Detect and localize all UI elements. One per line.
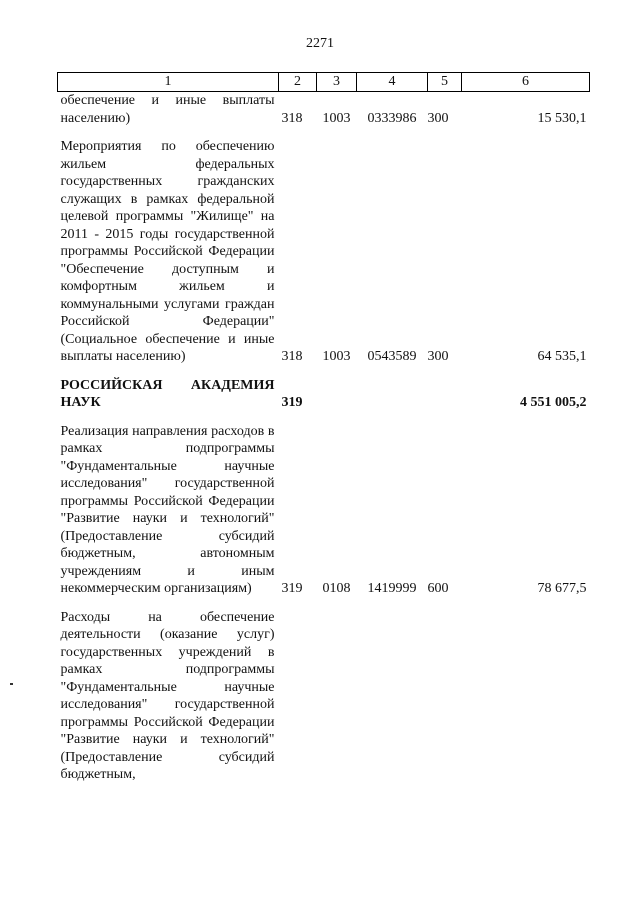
row-amount: 15 530,1 (537, 110, 587, 126)
row-section: 1003 (322, 110, 351, 126)
row-section (317, 609, 357, 784)
row-description: обеспечение и иные выплаты населению) (60, 93, 275, 126)
header-col-4: 4 (357, 73, 428, 92)
page-number: 2271 (306, 36, 334, 51)
row-section: 0108 (322, 581, 351, 596)
row-amount: 78 677,5 (537, 581, 587, 596)
table-row (58, 609, 590, 784)
row-expense-type (428, 609, 462, 784)
row-ministry: 318 (281, 110, 303, 126)
row-expense-type: 300 (427, 110, 449, 126)
row-amount: 64 535,1 (537, 349, 587, 364)
table-row-department (58, 377, 590, 412)
row-amount: 4 551 005,2 (520, 395, 587, 410)
header-col-2: 2 (279, 73, 317, 92)
header-col-5: 5 (428, 73, 462, 92)
row-expense-type: 600 (427, 581, 449, 596)
row-description: Расходы на обеспечение деятельности (оказание услуг) государственных учреждений в рамках подпрограммы "Фундаментальные научные исследования" государственной программы Российской Федерации "Развитие науки и технологий" (Предоставление субсидий бюджетным, (60, 609, 275, 782)
row-target (357, 609, 428, 784)
row-amount (462, 609, 590, 784)
header-row (58, 73, 590, 92)
row-expense-type: 300 (427, 349, 449, 364)
row-section: 1003 (322, 349, 351, 364)
row-ministry (279, 609, 317, 784)
row-ministry: 319 (281, 581, 303, 596)
table-row (58, 423, 590, 598)
row-target: 0333986 (367, 110, 417, 126)
row-description: Мероприятия по обеспечению жильем федеральных государственных гражданских служащих в рамках федеральной целевой программы "Жилище" на 2011 - 2015 годы государственной программы Российской Федерации "Обеспечение доступным и комфортным жильем и коммунальными услугами граждан Российской Федерации" (Социальное обеспечение и иные выплаты населению) (60, 139, 275, 364)
budget-table (57, 72, 590, 784)
table-row (58, 92, 590, 128)
row-target: 1419999 (367, 581, 417, 596)
row-ministry: 319 (281, 395, 303, 410)
header-col-6: 6 (462, 73, 590, 92)
row-ministry: 318 (281, 349, 303, 364)
table-row (58, 138, 590, 366)
row-target: 0543589 (367, 349, 417, 364)
header-col-3: 3 (317, 73, 357, 92)
row-target (357, 377, 428, 412)
header-col-1: 1 (58, 73, 279, 92)
row-expense-type (428, 377, 462, 412)
row-section (317, 377, 357, 412)
row-description: РОССИЙСКАЯ АКАДЕМИЯ НАУК (60, 377, 275, 410)
row-description: Реализация направления расходов в рамках подпрограммы "Фундаментальные научные исследования" государственной программы Российской Федерации "Развитие науки и технологий" (Предоставление субсидий бюджетным, автономным учреждениям и иным некоммерческим организациям) (60, 423, 275, 596)
margin-mark (10, 683, 13, 685)
